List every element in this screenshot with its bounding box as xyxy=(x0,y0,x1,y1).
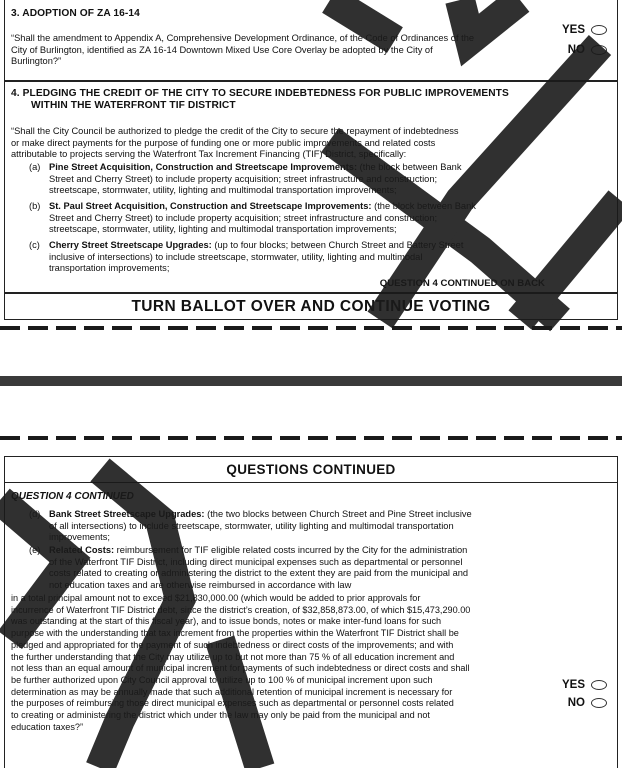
item-e-text xyxy=(49,545,547,592)
ballot-back-page xyxy=(0,428,622,768)
ballot-front-page xyxy=(0,0,622,338)
question-3-line: Burlington?” xyxy=(11,56,62,67)
intro-line: or make direct payments for the purpose of funding one or more public improvements and related costs xyxy=(11,137,436,148)
body-line: in a total principal amount not to exceed $21,830,000.00 (which would be added to prior approvals for xyxy=(11,593,421,603)
item-line: streetscape, stormwater, utility, lighting and multimodal transportation improvements; xyxy=(49,224,397,235)
no-label: NO xyxy=(567,44,585,56)
intro-line: “Shall the City Council be authorized to pledge the credit of the City to secure the repayment of indebtedness xyxy=(11,126,459,136)
body-line: purpose with the understanding that tax increment from the properties within the Waterfront TIF District shall be xyxy=(11,628,459,639)
yes-oval[interactable] xyxy=(591,680,607,690)
yes-label: YES xyxy=(561,24,585,36)
item-d-heading: Bank Street Streetscape Upgrades: xyxy=(49,509,205,519)
item-line: (up to four blocks; between Church Street and Battery Street xyxy=(211,240,464,250)
intro-line: attributable to projects serving the Waterfront Tax Increment Financing (TIF) District, specifically: xyxy=(11,149,407,160)
item-line: of the Waterfront TIF District, including direct municipal expenses such as departmental or personnel xyxy=(49,556,463,567)
body-line: education taxes?” xyxy=(11,721,84,732)
item-d-text xyxy=(49,509,547,544)
item-b-heading: St. Paul Street Acquisition, Construction and Streetscape Improvements: xyxy=(49,201,372,211)
question-4-title-line2: WITHIN THE WATERFRONT TIF DISTRICT xyxy=(31,100,236,111)
question-3-title: 3. ADOPTION OF ZA 16-14 xyxy=(11,8,140,19)
question-3-yes-option[interactable] xyxy=(562,24,607,36)
item-line: (the block between Bank xyxy=(371,201,476,211)
body-line: not less than an equal amount of municipal increment for payments of such indebtedness or direct costs and shall xyxy=(11,663,470,674)
question-4-no-option[interactable] xyxy=(568,697,607,709)
no-label: NO xyxy=(567,697,585,709)
item-c-text xyxy=(49,240,547,275)
item-a-heading: Pine Street Acquisition, Construction and Streetscape Improvements: xyxy=(49,162,358,172)
item-line: costs related to creating or administering the district to the extent they are paid from the municipal and xyxy=(49,568,469,579)
question-3-line: “Shall the amendment to Appendix A, Comprehensive Development Ordinance, of the Code of Ordinances of the xyxy=(11,33,475,43)
body-line: the further understanding that the City may utilize up to but not more than 75 % of all education increment and xyxy=(11,651,455,662)
question-3-text xyxy=(11,33,546,68)
body-line: be further authorized upon City Council approval to utilize up to 100 % of municipal increment upon such xyxy=(11,674,433,685)
question-4-continued-note: QUESTION 4 CONTINUED ON BACK xyxy=(379,278,545,289)
item-line: inclusive of intersections) to include streetscape, stormwater, utility, lighting and multimodal xyxy=(49,251,423,262)
yes-oval[interactable] xyxy=(591,25,607,35)
question-4-intro xyxy=(11,126,611,161)
body-line: incurrence of Waterfront TIF District debt, since the district’s creation, of $32,858,873.00, of which $15,473,290.00 xyxy=(11,604,471,615)
item-line: (the block between Bank xyxy=(357,162,462,172)
body-line: the purposes of reimbursing those direct municipal expenses such as departmental or personnel costs related xyxy=(11,698,454,709)
question-3-line: City of Burlington, identified as ZA 16-14 Downtown Mixed Use Core Overlay be adopted by the City of xyxy=(11,44,433,55)
question-3-box xyxy=(4,0,618,81)
page-separator-band xyxy=(0,376,622,386)
perforation-line xyxy=(0,326,622,330)
item-a-text xyxy=(49,162,547,197)
item-c-heading: Cherry Street Streetscape Upgrades: xyxy=(49,240,212,250)
no-oval[interactable] xyxy=(591,698,607,708)
item-a-letter: (a) xyxy=(29,162,41,172)
perforation-line xyxy=(0,436,622,440)
turn-ballot-text: TURN BALLOT OVER AND CONTINUE VOTING xyxy=(131,297,491,315)
body-line: determination as may be annually made that such additional retention of municipal increment is necessary for xyxy=(11,686,453,697)
item-line: Street and Cherry Street) to include property acquisition; street infrastructure and construction; xyxy=(49,212,438,223)
no-oval[interactable] xyxy=(591,45,607,55)
item-line: (the two blocks between Church Street and Pine Street inclusive xyxy=(204,509,472,519)
question-4-yes-option[interactable] xyxy=(562,679,607,691)
item-line: Street and Cherry Street) to include property acquisition; street infrastructure and construction; xyxy=(49,173,438,184)
questions-continued-header: QUESTIONS CONTINUED xyxy=(5,457,617,483)
item-line: transportation improvements; xyxy=(49,263,170,274)
item-line: of all intersections) to include streetscape, stormwater, utility lighting and multimodal transportation xyxy=(49,520,454,531)
question-4-continued-body xyxy=(11,593,546,733)
item-c-letter: (c) xyxy=(29,240,40,250)
item-e-letter: (e) xyxy=(29,545,41,555)
questions-continued-box xyxy=(4,456,618,768)
item-line: reimbursement for TIF eligible related costs incurred by the City for the administration xyxy=(114,545,468,555)
question-4-box xyxy=(4,81,618,293)
item-d-letter: (d) xyxy=(29,509,41,519)
question-4-continued-heading: QUESTION 4 CONTINUED xyxy=(11,491,134,502)
item-line: not education taxes and are otherwise reimbursed in accordance with law xyxy=(49,580,352,591)
item-line: improvements; xyxy=(49,532,110,543)
item-e-heading: Related Costs: xyxy=(49,545,115,555)
yes-label: YES xyxy=(561,679,585,691)
question-3-no-option[interactable] xyxy=(568,44,607,56)
body-line: to creating or administering the district which under the law may only be paid from the municipal and not xyxy=(11,710,430,721)
body-line: was outstanding at the start of this fiscal year), and to issue bonds, notes or make inter-fund loans for such xyxy=(11,616,442,627)
item-b-letter: (b) xyxy=(29,201,41,211)
body-line: pledged and appropriated for the payment of such indebtedness or direct costs of the improvements; and with xyxy=(11,639,454,650)
item-line: streetscape, stormwater, utility, lighting and multimodal transportation improvements; xyxy=(49,185,397,196)
item-b-text xyxy=(49,201,547,236)
turn-ballot-footer xyxy=(4,293,618,320)
question-4-title: 4. PLEDGING THE CREDIT OF THE CITY TO SECURE INDEBTEDNESS FOR PUBLIC IMPROVEMENTS xyxy=(11,88,509,99)
